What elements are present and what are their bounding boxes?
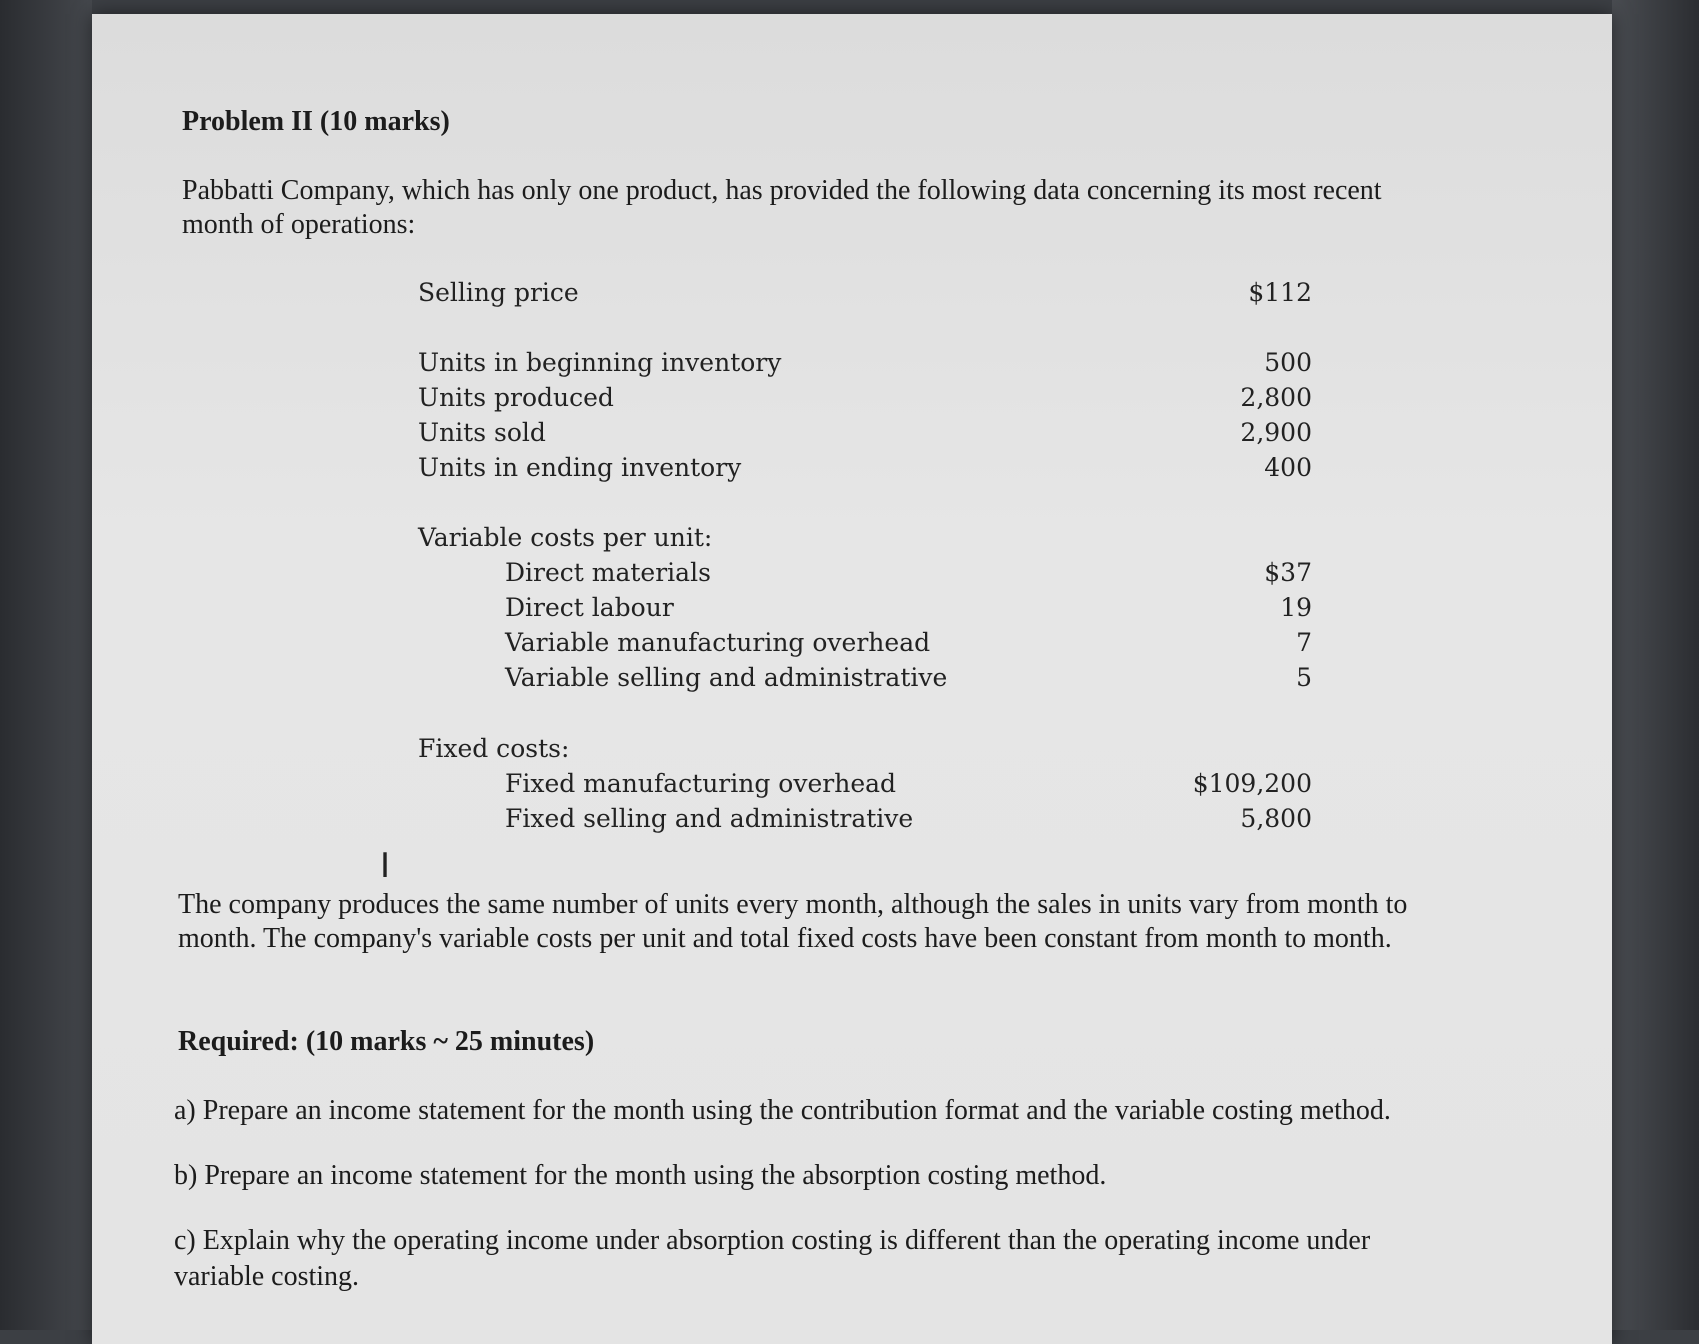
text-cursor-icon: I: [380, 846, 391, 886]
variable-label-3: Variable selling and administrative: [505, 663, 948, 692]
units-label-1: Units produced: [418, 383, 614, 412]
fixed-value-0: $109,200: [1192, 769, 1312, 798]
monitor-bezel-right: [1612, 0, 1699, 1330]
variable-value-3: 5: [1296, 663, 1312, 692]
variable-label-1: Direct labour: [505, 593, 674, 622]
selling-price-label: Selling price: [418, 278, 579, 307]
units-label-3: Units in ending inventory: [418, 453, 742, 482]
units-value-2: 2,900: [1240, 418, 1312, 447]
units-label-2: Units sold: [418, 418, 546, 447]
variable-label-2: Variable manufacturing overhead: [505, 628, 931, 657]
intro-line-2: month of operations:: [182, 209, 416, 240]
monitor-bezel-left: [0, 0, 92, 1330]
intro-line-1: Pabbatti Company, which has only one product, has provided the following data concerning its most recent: [182, 175, 1382, 206]
units-value-3: 400: [1264, 453, 1312, 482]
selling-price-value: $112: [1248, 278, 1312, 307]
fixed-label-1: Fixed selling and administrative: [505, 804, 914, 833]
problem-title: Problem II (10 marks): [182, 106, 450, 137]
variable-value-0: $37: [1264, 558, 1312, 587]
fixed-costs-header: Fixed costs:: [418, 734, 570, 763]
document-page: [92, 14, 1612, 1344]
units-value-1: 2,800: [1240, 383, 1312, 412]
fixed-value-1: 5,800: [1240, 804, 1312, 833]
required-item-b: b) Prepare an income statement for the month using the absorption costing method.: [174, 1160, 1107, 1191]
variable-value-2: 7: [1296, 628, 1312, 657]
note-line-2: month. The company's variable costs per unit and total fixed costs have been constant from month to month.: [178, 923, 1392, 954]
units-label-0: Units in beginning inventory: [418, 348, 782, 377]
required-item-c-line-2: variable costing.: [174, 1261, 360, 1292]
required-title: Required: (10 marks ~ 25 minutes): [178, 1026, 595, 1057]
note-line-1: The company produces the same number of units every month, although the sales in units vary from month to: [178, 889, 1408, 920]
variable-value-1: 19: [1280, 593, 1312, 622]
required-item-a: a) Prepare an income statement for the month using the contribution format and the variable costing method.: [174, 1095, 1391, 1126]
units-value-0: 500: [1264, 348, 1312, 377]
variable-costs-header: Variable costs per unit:: [418, 523, 713, 552]
required-item-c-line-1: c) Explain why the operating income under absorption costing is different than the operating income under: [174, 1225, 1371, 1256]
fixed-label-0: Fixed manufacturing overhead: [505, 769, 897, 798]
variable-label-0: Direct materials: [505, 558, 711, 587]
